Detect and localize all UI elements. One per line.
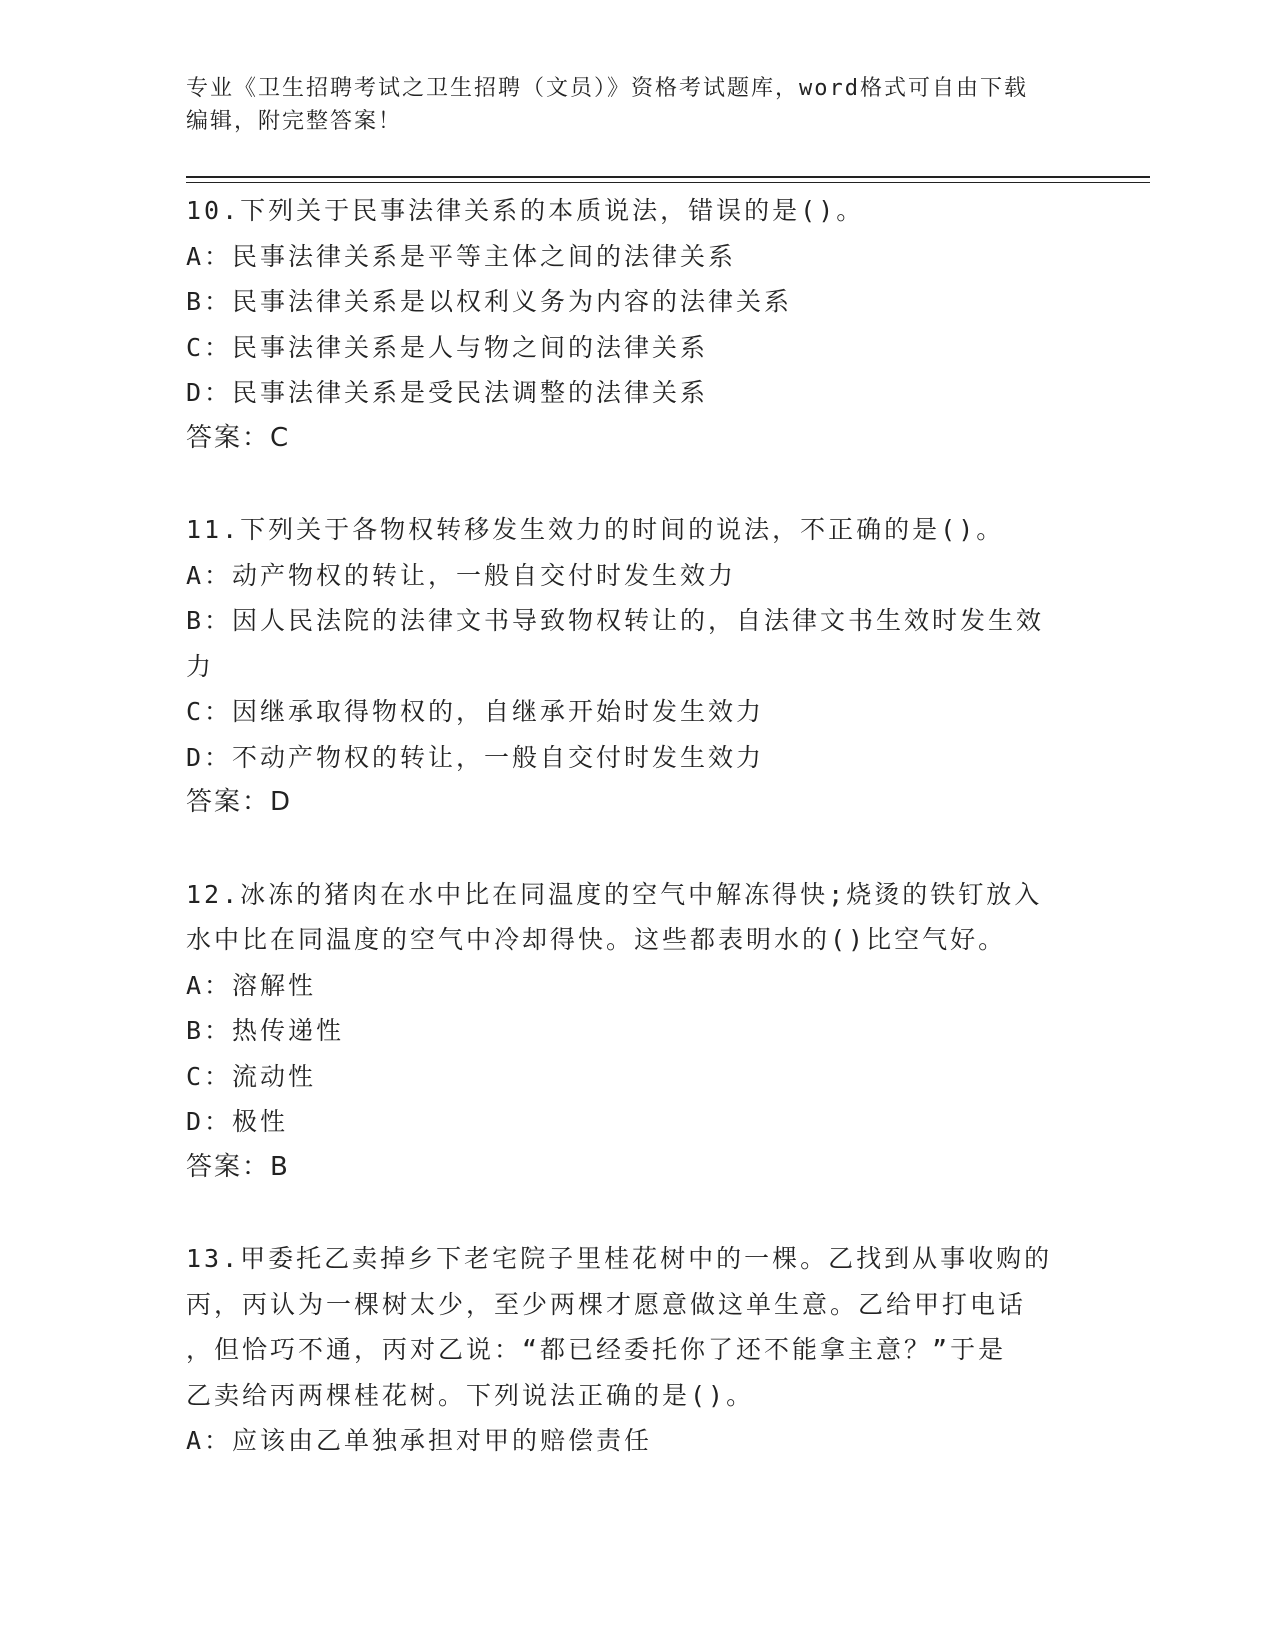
option-c: C：民事法律关系是人与物之间的法律关系	[186, 332, 709, 362]
question-stem-continued: 水中比在同温度的空气中冷却得快。这些都表明水的()比空气好。	[186, 925, 1007, 954]
option-d: D：极性	[186, 1107, 289, 1136]
answer: 答案：C	[186, 422, 291, 453]
header-divider-thin	[186, 182, 1150, 183]
question-stem-continued: 丙，丙认为一棵树太少，至少两棵才愿意做这单生意。乙给甲打电话	[186, 1289, 1027, 1319]
document-header	[186, 72, 1066, 138]
question-10	[186, 188, 1086, 461]
option-b: B：因人民法院的法律文书导致物权转让的，自法律文书生效时发生效	[186, 606, 1045, 635]
option-b: B：热传递性	[186, 1016, 345, 1045]
option-d: D：民事法律关系是受民法调整的法律关系	[186, 378, 709, 407]
question-stem-continued: ，但恰巧不通，丙对乙说：“都已经委托你了还不能拿主意？”于是	[186, 1335, 1007, 1364]
option-d: D：不动产物权的转让，一般自交付时发生效力	[186, 742, 765, 772]
question-12	[186, 872, 1086, 1191]
question-11	[186, 507, 1086, 826]
question-list	[186, 188, 1086, 1464]
question-stem: 11.下列关于各物权转移发生效力的时间的说法，不正确的是()。	[186, 515, 1005, 544]
header-line-2: 编辑，附完整答案！	[186, 109, 403, 134]
option-a: A：动产物权的转让，一般自交付时发生效力	[186, 560, 737, 590]
question-stem-continued: 乙卖给丙两棵桂花树。下列说法正确的是()。	[186, 1380, 755, 1410]
question-13	[186, 1236, 1086, 1464]
header-divider-thick	[186, 176, 1150, 178]
option-c: C：流动性	[186, 1061, 317, 1091]
option-a: A：民事法律关系是平等主体之间的法律关系	[186, 241, 737, 271]
option-b-continued: 力	[186, 651, 215, 681]
question-stem: 13.甲委托乙卖掉乡下老宅院子里桂花树中的一棵。乙找到从事收购的	[186, 1244, 1053, 1273]
option-a: A：溶解性	[186, 970, 317, 1000]
answer: 答案：B	[186, 1151, 290, 1182]
option-a: A：应该由乙单独承担对甲的赔偿责任	[186, 1426, 653, 1455]
answer: 答案：D	[186, 787, 293, 817]
header-line-1: 专业《卫生招聘考试之卫生招聘（文员）》资格考试题库，word格式可自由下载	[186, 76, 1028, 101]
question-stem: 12.冰冻的猪肉在水中比在同温度的空气中解冻得快;烧烫的铁钉放入	[186, 879, 1043, 909]
question-stem: 10.下列关于民事法律关系的本质说法，错误的是()。	[186, 196, 865, 225]
option-c: C：因继承取得物权的，自继承开始时发生效力	[186, 697, 765, 726]
option-b: B：民事法律关系是以权利义务为内容的法律关系	[186, 287, 793, 316]
